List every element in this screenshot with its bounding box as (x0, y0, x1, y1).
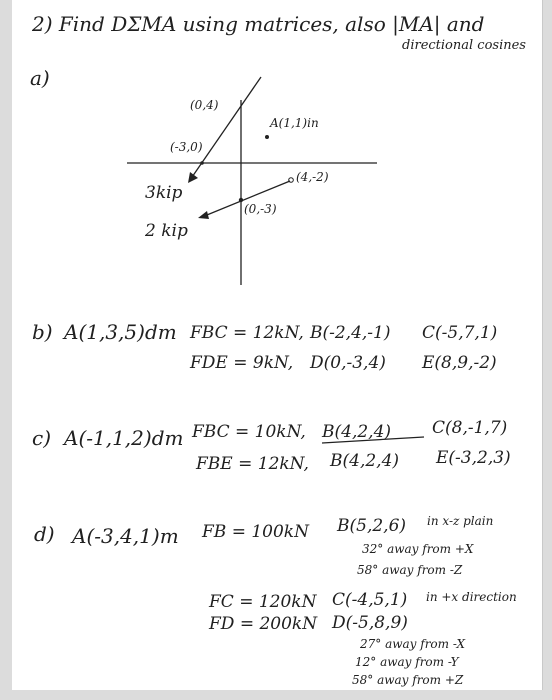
part-b-point-B: B(-2,4,-1) (310, 323, 391, 343)
part-d-point-A: A(-3,4,1)m (72, 524, 179, 548)
part-d-point-D: D(-5,8,9) (332, 613, 408, 633)
part-d-D-angle-x: 27° away from -X (360, 637, 466, 651)
part-c-underline (12, 0, 542, 690)
part-c-force-BE: FBE = 12kN, (196, 454, 309, 474)
part-d-D-angle-z: 58° away from +Z (352, 673, 464, 687)
label-0-4: (0,4) (190, 98, 219, 112)
part-d-D-angle-y: 12° away from -Y (355, 655, 459, 669)
part-c-point-E: E(-3,2,3) (436, 448, 511, 468)
part-c-label: c) (32, 426, 52, 450)
part-c-point-C: C(8,-1,7) (432, 418, 508, 438)
part-b-force-DE: FDE = 9kN, (190, 353, 294, 373)
part-c-force-BC: FBC = 10kN, (192, 422, 306, 442)
label-point-A: A(1,1)in (270, 116, 319, 130)
part-b-point-E: E(8,9,-2) (422, 353, 497, 373)
part-c-point-B-repeat: B(4,2,4) (330, 451, 400, 471)
part-d-B-angle-x: 32° away from +X (362, 542, 474, 556)
load-3kip: 3kip (145, 183, 183, 203)
part-d-point-C: C(-4,5,1) (332, 590, 408, 610)
label-0-m3: (0,-3) (244, 202, 277, 216)
part-c-point-B: B(4,2,4) (322, 422, 392, 442)
part-d-B-angle-z: 58° away from -Z (357, 563, 463, 577)
part-b-label: b) (32, 320, 53, 344)
part-d-force-C: FC = 120kN (209, 592, 317, 612)
worksheet-page (12, 0, 543, 690)
part-b-force-BC: FBC = 12kN, (190, 323, 304, 343)
problem-statement: 2) Find DΣMA using matrices, also |MA| and (32, 12, 485, 36)
part-d-point-B: B(5,2,6) (337, 516, 407, 536)
load-2kip: 2 kip (145, 221, 188, 241)
part-d-B-plane-note: in x-z plain (427, 514, 494, 528)
part-b-point-D: D(0,-3,4) (310, 353, 386, 373)
part-b-point-A: A(1,3,5)dm (64, 320, 177, 344)
part-b-point-C: C(-5,7,1) (422, 323, 498, 343)
label-4-m2: (4,-2) (296, 170, 329, 184)
part-c-point-A: A(-1,1,2)dm (64, 426, 184, 450)
problem-statement-continued: directional cosines (402, 38, 526, 53)
part-d-force-D: FD = 200kN (209, 614, 318, 634)
label-m3-0: (-3,0) (170, 140, 203, 154)
part-d-force-B: FB = 100kN (202, 522, 309, 542)
part-d-C-direction-note: in +x direction (426, 590, 517, 604)
part-d-label: d) (34, 522, 55, 546)
part-a-label: a) (30, 66, 50, 90)
